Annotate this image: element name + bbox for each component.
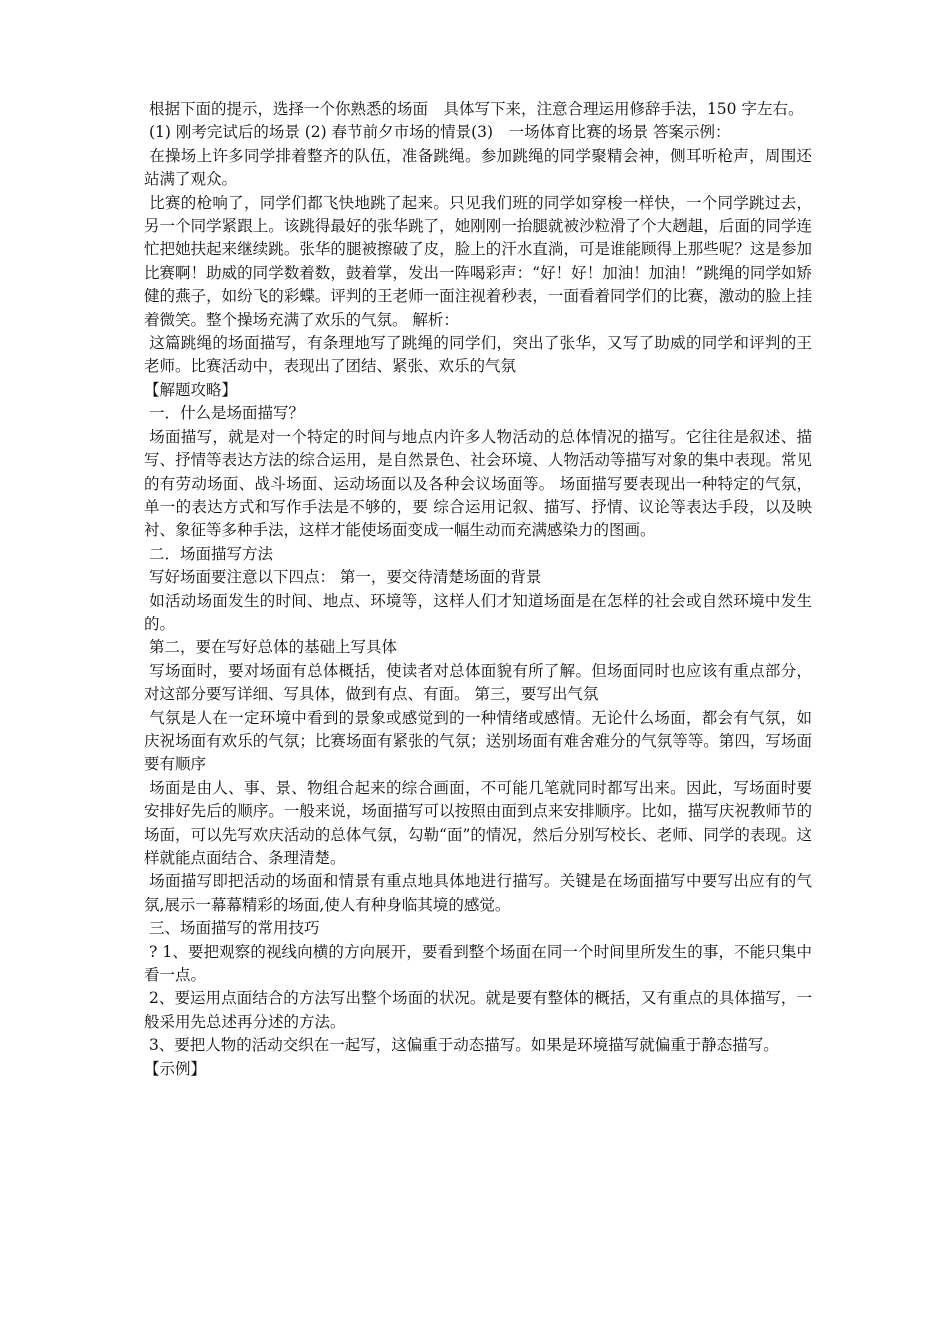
heading-example: 【示例】 — [144, 1059, 207, 1078]
paragraph-background: 如活动场面发生的时间、地点、环境等，这样人们才知道场面是在怎样的社会或自然环境中发生的。 — [144, 591, 812, 633]
heading-techniques: 三、场面描写的常用技巧 — [144, 919, 320, 938]
paragraph-technique-1: ? 1、要把观察的视线向横的方向展开，要看到整个场面在同一个时间里所发生的事，不能只集中看一点。 — [144, 942, 812, 985]
paragraph-analysis: 这篇跳绳的场面描写，有条理地写了跳绳的同学们，突出了张华，又写了助威的同学和评判的王老师。比赛活动中，表现出了团结、紧张、欢乐的气氛 — [144, 334, 812, 376]
paragraph-point-two: 第二，要在写好总体的基础上写具体 — [144, 638, 397, 657]
paragraph-definition: 场面描写，就是对一个特定的时间与地点内许多人物活动的总体情况的描写。它往往是叙述、描写、抒情等表达方法的综合运用，是自然景色、社会环境、人物活动等描写对象的集中表现。常见的有劳动场面、战斗场面、运动场面以及各种会议场面等。 场面描写要表现出一种特定的气氛，单一的表达方式和写作手法是不够的，要 综合运用记叙、描写、抒情、议论等表达手段，以及映衬、象征等多种手法，这样才能使场面变成一幅生动而充满感染力的图画。 — [144, 427, 812, 540]
paragraph-topic-options: (1) 刚考完试后的场景 (2) 春节前夕市场的情景(3) 一场体育比赛的场景 答案示例： — [144, 123, 731, 142]
paragraph-order: 场面是由人、事、景、物组合起来的综合画面，不可能几笔就同时都写出来。因此，写场面时要安排好先后的顺序。一般来说，场面描写可以按照由面到点来安排顺序。比如，描写庆祝教师节的场面，可以先写欢庆活动的总体气氛，勾勒“面”的情况，然后分别写校长、老师、同学的表现。这样就能点面结合、条理清楚。 — [144, 778, 812, 867]
paragraph-example-body: 比赛的枪响了，同学们都飞快地跳了起来。只见我们班的同学如穿梭一样快，一个同学跳过去，另一个同学紧跟上。该跳得最好的张华跳了，她刚刚一抬腿就被沙粒滑了个大趔趄，后面的同学连忙把她扶起来继续跳。张华的腿被擦破了皮，脸上的汗水直淌，可是谁能顾得上那些呢？这是参加比赛啊！助威的同学数着数，鼓着掌，发出一阵喝彩声：“好！好！加油！加油！”跳绳的同学如矫健的燕子，如纷飞的彩蝶。评判的王老师一面注视着秒表，一面看着同学们的比赛，激动的脸上挂着微笑。整个操场充满了欢乐的气氛。 解析： — [144, 193, 812, 329]
paragraph-overview: 写场面时，要对场面有总体概括，使读者对总体面貌有所了解。但场面同时也应该有重点部分，对这部分要写详细、写具体，做到有点、有面。 第三，要写出气氛 — [144, 661, 812, 704]
paragraph-summary: 场面描写即把活动的场面和情景有重点地具体地进行描写。关键是在场面描写中要写出应有的气氛,展示一幕幕精彩的场面,使人有种身临其境的感觉。 — [144, 872, 812, 914]
paragraph-technique-3: 3、要把人物的活动交织在一起写，这偏重于动态描写。如果是环境描写就偏重于静态描写。 — [144, 1036, 779, 1055]
heading-methods: 二．场面描写方法 — [144, 544, 273, 563]
paragraph-technique-2: 2、要运用点面结合的方法写出整个场面的状况。就是要有整体的概括，又有重点的具体描写，一般采用先总述再分述的方法。 — [144, 989, 812, 1031]
paragraph-four-points: 写好场面要注意以下四点： 第一，要交待清楚场面的背景 — [144, 568, 542, 587]
paragraph-task-prompt: 根据下面的提示，选择一个你熟悉的场面 具体写下来，注意合理运用修辞手法，150 字左右。 — [144, 100, 804, 118]
paragraph-atmosphere: 气氛是人在一定环境中看到的景象或感觉到的一种情绪或感情。无论什么场面，都会有气氛，如庆祝场面有欢乐的气氛；比赛场面有紧张的气氛；送别场面有难舍难分的气氛等等。第四，写场面要有顺序 — [144, 708, 812, 774]
document-body — [144, 98, 812, 1081]
heading-strategy: 【解题攻略】 — [144, 380, 238, 399]
paragraph-example-intro: 在操场上许多同学排着整齐的队伍，准备跳绳。参加跳绳的同学聚精会神，侧耳听枪声，周围还站满了观众。 — [144, 146, 812, 189]
heading-what-is-scene-description: 一．什么是场面描写？ — [144, 404, 304, 423]
